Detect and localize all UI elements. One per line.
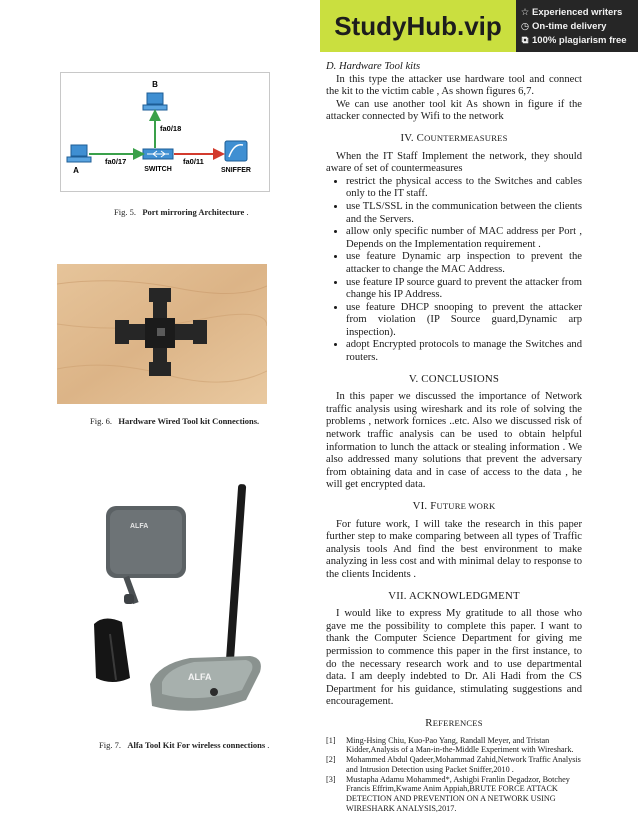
adapter-label: ALFA (188, 672, 212, 682)
usb-adapter (150, 656, 261, 711)
clock-icon: ◷ (520, 21, 530, 32)
references-list (326, 736, 582, 814)
reference-item: [1] Ming-Hsing Chiu, Kuo-Pao Yang, Randall Meyer, and Tristan Kidder,Analysis of a Man-in-the-Middle Experiment with Wireshark. (326, 735, 574, 755)
copy-check-icon: ⧉ (521, 35, 529, 46)
suction-stand (94, 618, 130, 682)
list-item: • use TLS/SSL in the communication between the clients and the Servers. (346, 201, 582, 226)
port-mirroring-svg (61, 73, 269, 191)
figure-5-diagram (60, 72, 270, 192)
computer-a-icon (67, 145, 91, 162)
reference-item: [2] Mohammed Abdul Qadeer,Mohammad Zahid,Network Traffic Analysis and Intrusion Detection using Packet Sniffer,2010 . (326, 755, 581, 774)
figure-7-caption: Fig. 7. Alfa Tool Kit For wireless connections . (99, 740, 270, 750)
feature-on-time-delivery: ◷ On-time delivery (520, 21, 607, 32)
hardware-paragraph-1: In this type the attacker use hardware tool and connect the kit to the victim cable , As shown figures 6,7. (326, 73, 582, 98)
acknowledgment-heading: VII. ACKNOWLEDGMENT (388, 589, 520, 602)
list-item: • use feature IP source guard to prevent the attacker from change his IP Address. (346, 277, 582, 302)
hardware-paragraph-2: We can use another tool kit As shown in figure if the attacker connected by Wifi to the network (326, 98, 582, 123)
node-b-label: B (152, 80, 158, 89)
studyhub-logo[interactable]: StudyHub.vip (320, 0, 516, 52)
node-switch-label: SWITCH (144, 166, 172, 173)
conclusions-heading: V. CONCLUSIONS (408, 372, 500, 385)
star-icon: ☆ (520, 7, 530, 18)
future-work-paragraph: For future work, I will take the research in this paper further step to make comparing between all types of Traffic analysis tools And find the best environment to make analyzing in less cost and with minimal delay to response to the clients Incidents . (326, 518, 582, 580)
figure-6-photo (57, 264, 267, 404)
reference-item: [3] Mustapha Adamu Mohammed*, Ashigbi Franlin Degadzor, Botchey Francis Effrim,Kwame Anim Appiah,BRUTE FORCE ATTACK DETECTION AND PREVENTION ON A NETWORK USING WIRESHARK ANALYSIS,2017. (326, 774, 570, 814)
node-sniffer-label: SNIFFER (221, 167, 251, 174)
right-column-text (326, 61, 582, 814)
studyhub-banner[interactable] (320, 0, 638, 52)
figure-6-caption: Fig. 6. Hardware Wired Tool kit Connections. (90, 416, 260, 426)
list-item: • adopt Encrypted protocols to manage the Switches and routers. (346, 339, 582, 364)
port-b-label: fa0/18 (160, 124, 182, 133)
node-a-label: A (73, 166, 79, 175)
future-work-heading: VI. FUTURE WORK (412, 500, 496, 512)
panel-antenna-label: ALFA (130, 523, 149, 530)
acknowledgment-paragraph: I would like to express My gratitude to all those who gave me the possibility to complete this paper. I want to thank the Computer Science Department for giving me permission to commence this paper in the first instance, to do the necessary research work and to use departmental data. I am deeply indebted to Dr. Ali Hadi from the CS Department for his guidance, stimulating suggestions and encouragement. (326, 608, 582, 708)
hardware-heading: D. Hardware Tool kits (326, 61, 421, 72)
whip-antenna (226, 484, 247, 666)
list-item: • restrict the physical access to the Switches and cables only to the IT staff. (346, 176, 582, 201)
switch-icon (143, 149, 173, 159)
list-item: • allow only specific number of MAC address per Port , Depends on the Implementation requirement . (346, 226, 582, 251)
computer-b-icon (143, 93, 167, 110)
panel-antenna (106, 506, 186, 604)
conclusions-paragraph: In this paper we discussed the importance of Network traffic analysis using wireshark and its role of solving the problems , network fornices ..etc. Also we discussed risk of network traffic analysis can be used to obtain helpful information to lunch the attack or stealing information . We also addressed many solutions that prevent the adversary from obtaining data and in case of access to the data , he will get encrypted data. (326, 391, 582, 491)
list-item: • use feature DHCP snooping to prevent the attacker from violation (IP Source guard,Dynamic arp inspection). (346, 302, 582, 340)
countermeasures-heading: IV. COUNTERMEASURES (400, 131, 508, 144)
sniffer-icon (225, 141, 247, 161)
feature-experienced-writers: ☆ Experienced writers (520, 7, 623, 18)
port-a-label: fa0/17 (105, 157, 127, 166)
figure-5-caption: Fig. 5. Port mirroring Architecture . (114, 207, 249, 217)
figure-7-photo (84, 484, 278, 720)
references-heading: REFERENCES (425, 716, 483, 729)
countermeasures-intro: When the IT Staff Implement the network, they should aware of set of countermeasures (326, 150, 582, 175)
port-sniffer-label: fa0/11 (183, 157, 204, 166)
countermeasures-list (326, 176, 582, 365)
feature-plagiarism-free: ⧉ 100% plagiarism free (521, 35, 627, 46)
list-item: • use feature Dynamic arp inspection to prevent the attacker to change the MAC Address. (346, 251, 582, 276)
